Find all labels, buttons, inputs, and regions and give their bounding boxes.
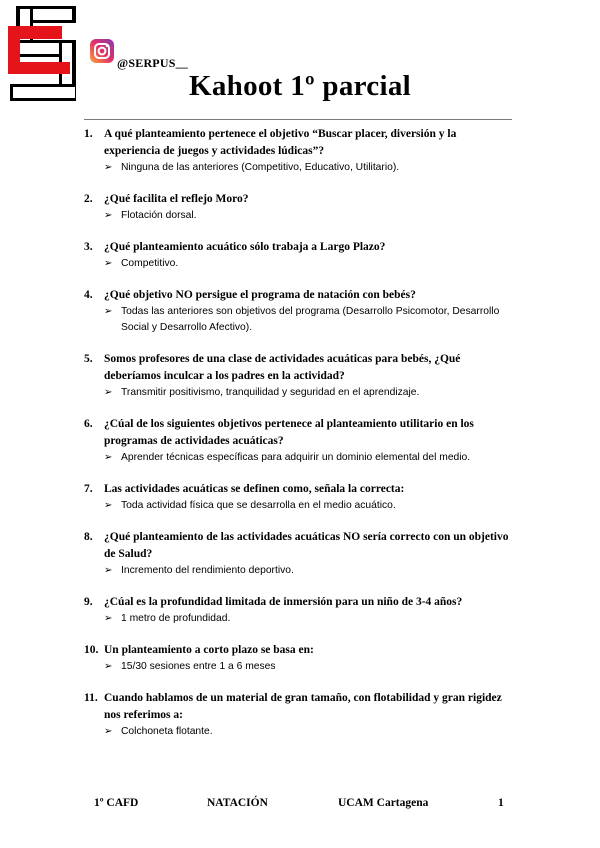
answer — [104, 563, 514, 579]
arrow-bullet-icon: ➢ — [104, 452, 113, 463]
question-item — [84, 481, 514, 514]
question-item — [84, 239, 514, 272]
arrow-bullet-icon: ➢ — [104, 500, 113, 511]
answer-text: 15/30 sesiones entre 1 a 6 meses — [121, 661, 276, 672]
question-text: ¿Qué planteamiento acuático sólo trabaja a Largo Plazo? — [104, 241, 386, 253]
question-number: 7. — [84, 483, 93, 495]
question-item — [84, 287, 514, 336]
question-text: ¿Cúal de los siguientes objetivos pertenece al planteamiento utilitario en los programas de actividades acuáticas? — [104, 418, 474, 447]
question-text: Un planteamiento a corto plazo se basa en: — [104, 644, 314, 656]
question-number: 8. — [84, 531, 93, 543]
answer-text: Incremento del rendimiento deportivo. — [121, 565, 294, 576]
question-number: 11. — [84, 692, 98, 704]
question-item — [84, 416, 514, 466]
answer — [104, 304, 514, 336]
answer-text: Colchoneta flotante. — [121, 726, 213, 737]
instagram-icon — [89, 38, 115, 64]
title-divider — [84, 119, 512, 120]
arrow-bullet-icon: ➢ — [104, 162, 113, 173]
question-text: ¿Qué objetivo NO persigue el programa de natación con bebés? — [104, 289, 416, 301]
question-item — [84, 594, 514, 627]
question-number: 5. — [84, 353, 93, 365]
arrow-bullet-icon: ➢ — [104, 210, 113, 221]
answer — [104, 385, 514, 401]
question-number: 9. — [84, 596, 93, 608]
question-text: ¿Qué planteamiento de las actividades acuáticas NO sería correcto con un objetivo de Salud? — [104, 531, 509, 560]
page-title: Kahoot 1º parcial — [189, 70, 411, 102]
answer-text: Ninguna de las anteriores (Competitivo, Educativo, Utilitario). — [121, 162, 400, 173]
page-number: 1 — [498, 797, 504, 809]
question-text: Las actividades acuáticas se definen como, señala la correcta: — [104, 483, 405, 495]
answer — [104, 256, 514, 272]
footer-course: 1º CAFD — [94, 797, 139, 809]
arrow-bullet-icon: ➢ — [104, 565, 113, 576]
arrow-bullet-icon: ➢ — [104, 306, 113, 317]
arrow-bullet-icon: ➢ — [104, 387, 113, 398]
question-item — [84, 690, 514, 740]
answer — [104, 611, 514, 627]
arrow-bullet-icon: ➢ — [104, 726, 113, 737]
answer-text: 1 metro de profundidad. — [121, 613, 231, 624]
arrow-bullet-icon: ➢ — [104, 661, 113, 672]
answer-text: Toda actividad física que se desarrolla en el medio acuático. — [121, 500, 396, 511]
question-text: Cuando hablamos de un material de gran tamaño, con flotabilidad y gran rigidez nos referimos a: — [104, 692, 502, 721]
question-number: 4. — [84, 289, 93, 301]
footer-subject: NATACIÓN — [207, 797, 268, 809]
question-number: 1. — [84, 128, 93, 140]
answer — [104, 498, 514, 514]
answer — [104, 659, 514, 675]
question-item — [84, 191, 514, 224]
answer — [104, 160, 514, 176]
question-item — [84, 126, 514, 176]
question-text: ¿Qué facilita el reflejo Moro? — [104, 193, 249, 205]
answer-text: Flotación dorsal. — [121, 210, 197, 221]
answer-text: Todas las anteriores son objetivos del programa (Desarrollo Psicomotor, Desarrollo Social y Desarrollo Afectivo). — [121, 306, 500, 333]
footer-university: UCAM Cartagena — [338, 797, 429, 809]
question-text: Somos profesores de una clase de actividades acuáticas para bebés, ¿Qué deberíamos inculcar a los padres en la actividad? — [104, 353, 461, 382]
answer — [104, 724, 514, 740]
question-list — [84, 126, 514, 740]
question-number: 10. — [84, 644, 99, 656]
answer-text: Aprender técnicas específicas para adquirir un dominio elemental del medio. — [121, 452, 471, 463]
question-number: 3. — [84, 241, 93, 253]
instagram-handle: @SERPUS__ — [117, 56, 188, 70]
answer-text: Transmitir positivismo, tranquilidad y seguridad en el aprendizaje. — [121, 387, 420, 398]
arrow-bullet-icon: ➢ — [104, 613, 113, 624]
question-number: 2. — [84, 193, 93, 205]
arrow-bullet-icon: ➢ — [104, 258, 113, 269]
question-text: A qué planteamiento pertenece el objetivo “Buscar placer, diversión y la experiencia de juegos y actividades lúdicas”? — [104, 128, 457, 157]
answer — [104, 208, 514, 224]
question-number: 6. — [84, 418, 93, 430]
question-item — [84, 642, 514, 675]
question-item — [84, 351, 514, 401]
question-text: ¿Cúal es la profundidad limitada de inmersión para un niño de 3-4 años? — [104, 596, 463, 608]
question-item — [84, 529, 514, 579]
answer — [104, 450, 514, 466]
answer-text: Competitivo. — [121, 258, 179, 269]
